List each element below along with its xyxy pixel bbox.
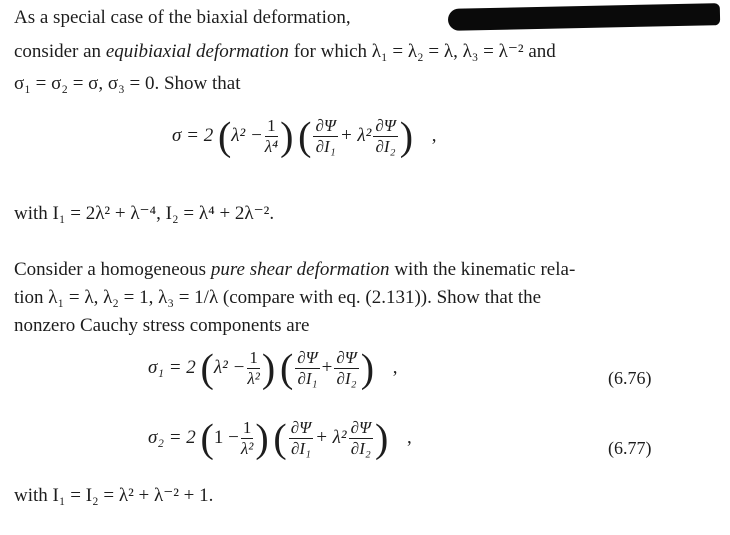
eq1-fraction xyxy=(265,116,278,157)
para2-line1-emphasis: pure shear deformation xyxy=(210,259,390,280)
para1-line2 xyxy=(14,40,556,64)
eq2-plus: + xyxy=(321,356,333,378)
eq1-frac-den: λ⁴ xyxy=(264,137,279,156)
eq3-comma: , xyxy=(407,426,412,448)
eq1-deriv2-den: ∂I₂ xyxy=(375,137,396,156)
with-invariants-1: with I₁ = 2λ² + λ⁻⁴, I₂ = λ⁴ + 2λ⁻². xyxy=(14,203,275,224)
eq1-deriv2 xyxy=(373,116,397,157)
eq3-deriv2 xyxy=(349,418,373,459)
equation-number-6-77: (6.77) xyxy=(608,438,652,458)
equation-6-77 xyxy=(148,415,412,461)
eq1-comma: , xyxy=(431,124,437,146)
eq1-plus: + λ² xyxy=(339,124,372,146)
para1-line2-post: for which λ₁ = λ₂ = λ, λ₃ = λ⁻² and xyxy=(288,41,556,62)
eq3-paren-close: ) xyxy=(255,415,269,461)
eq2-term-pre: λ² − xyxy=(213,356,246,378)
eq1-deriv1-num: ∂Ψ xyxy=(315,116,336,135)
para2-line3: nonzero Cauchy stress components are xyxy=(14,315,310,336)
para1-line1: As a special case of the biaxial deformation, xyxy=(14,7,351,28)
para2-line2: tion λ₁ = λ, λ₂ = 1, λ₃ = 1/λ (compare with eq. (2.131)). Show that the xyxy=(14,287,542,308)
eq2-deriv2 xyxy=(334,348,358,389)
eq3-paren-open: ( xyxy=(200,415,214,461)
eq2-paren-close: ) xyxy=(261,345,276,391)
eq1-paren2-close: ) xyxy=(399,113,414,159)
eq1-paren2-open: ( xyxy=(298,113,312,159)
eq3-deriv1 xyxy=(289,418,313,459)
eq3-deriv1-den: ∂I₁ xyxy=(290,439,311,458)
eq2-comma: , xyxy=(392,356,398,378)
equation-sigma xyxy=(172,113,437,159)
eq3-deriv2-den: ∂I₂ xyxy=(350,439,371,458)
eq2-fraction xyxy=(247,348,260,389)
eq2-lhs: σ₁ = 2 xyxy=(148,356,196,378)
equation-6-76 xyxy=(148,345,398,391)
eq1-frac-num: 1 xyxy=(265,116,278,137)
eq3-paren2-open: ( xyxy=(273,415,287,461)
eq3-deriv1-num: ∂Ψ xyxy=(290,418,312,437)
eq3-frac-num: 1 xyxy=(242,418,252,437)
eq2-deriv2-num: ∂Ψ xyxy=(336,348,357,367)
para2-line1-pre: Consider a homogeneous xyxy=(14,259,211,280)
eq1-paren-close: ) xyxy=(280,113,294,159)
eq3-fraction xyxy=(241,418,254,459)
eq2-deriv1-num: ∂Ψ xyxy=(297,348,318,367)
para1-line2-emphasis: equibiaxial deformation xyxy=(105,41,289,62)
redaction-mark xyxy=(448,3,720,31)
eq3-paren2-close: ) xyxy=(374,415,389,461)
eq1-deriv1-den: ∂I₁ xyxy=(315,137,336,156)
equation-number-6-76: (6.76) xyxy=(608,368,652,388)
eq1-term-pre: λ² − xyxy=(231,124,263,146)
eq3-lhs: σ₂ = 2 xyxy=(148,426,196,448)
eq2-paren2-open: ( xyxy=(279,345,294,391)
eq2-deriv1-den: ∂I₁ xyxy=(297,369,318,388)
eq2-paren-open: ( xyxy=(200,345,214,391)
eq1-deriv1 xyxy=(313,116,337,157)
eq2-frac-den: λ² xyxy=(247,369,260,388)
eq3-deriv2-num: ∂Ψ xyxy=(350,418,371,437)
eq2-deriv1 xyxy=(295,348,319,389)
eq3-plus: + λ² xyxy=(315,426,347,448)
para2-line1 xyxy=(14,258,575,282)
para1-line3: σ₁ = σ₂ = σ, σ₃ = 0. Show that xyxy=(14,73,241,94)
eq2-frac-num: 1 xyxy=(249,348,258,367)
para1-line2-pre: consider an xyxy=(14,41,106,62)
eq3-term-pre: 1 − xyxy=(213,426,239,448)
eq3-frac-den: λ² xyxy=(240,439,254,458)
eq2-paren2-close: ) xyxy=(360,345,375,391)
eq1-lhs: σ = 2 xyxy=(172,124,214,146)
eq1-deriv2-num: ∂Ψ xyxy=(375,116,396,135)
para2-line1-post: with the kinematic rela- xyxy=(389,259,576,280)
with-invariants-2: with I₁ = I₂ = λ² + λ⁻² + 1. xyxy=(14,485,214,506)
eq1-paren-open: ( xyxy=(217,113,232,159)
eq2-deriv2-den: ∂I₂ xyxy=(336,369,357,388)
